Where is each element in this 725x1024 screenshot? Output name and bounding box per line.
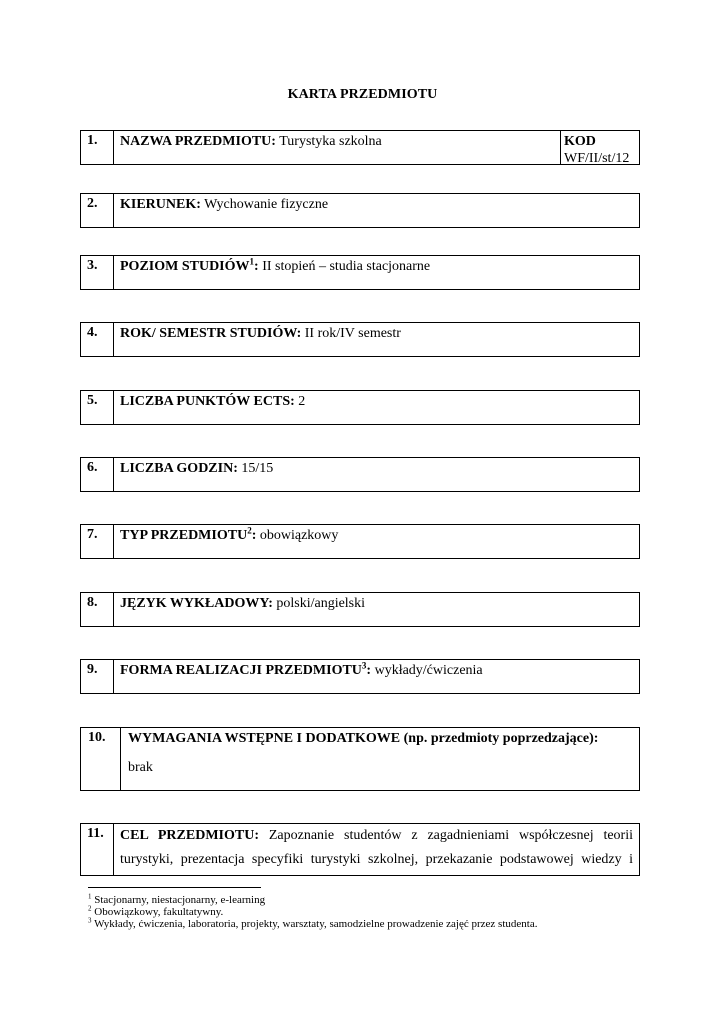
field-label: JĘZYK WYKŁADOWY: — [120, 596, 273, 611]
row-number: 7. — [81, 525, 114, 558]
row-content — [114, 323, 639, 356]
field-label: WYMAGANIA WSTĘPNE I DODATKOWE (np. przedmioty poprzedzające): — [128, 731, 599, 746]
row-content — [121, 728, 639, 790]
row-content — [114, 824, 639, 875]
footnotes — [88, 894, 537, 930]
footnote-item — [88, 918, 537, 930]
row-course-type — [80, 524, 640, 559]
field-label-colon: : — [366, 663, 372, 678]
row-language — [80, 592, 640, 627]
field-value: obowiązkowy — [259, 528, 339, 543]
field-value: II stopień – studia stacjonarne — [262, 259, 431, 274]
document-title: KARTA PRZEDMIOTU — [287, 87, 438, 102]
field-label: LICZBA PUNKTÓW ECTS: — [120, 394, 295, 409]
row-prerequisites — [80, 727, 640, 791]
row-field-of-study — [80, 193, 640, 228]
row-number: 8. — [81, 593, 114, 626]
row-content — [114, 391, 639, 424]
footnote-number: 2 — [88, 904, 92, 913]
course-code-value: WF/II/st/12 — [564, 151, 630, 166]
field-value: brak — [128, 760, 153, 775]
course-code-cell — [560, 131, 639, 164]
row-content — [114, 660, 639, 693]
footnote-number: 3 — [88, 916, 92, 925]
row-number: 5. — [81, 391, 114, 424]
footnote-item — [88, 894, 537, 906]
field-label: CEL PRZEDMIOTU: — [120, 828, 259, 843]
row-number: 4. — [81, 323, 114, 356]
footnote-ref: 1 — [249, 256, 255, 267]
field-value-line-1: Zapoznanie studentów z zagadnieniami współczesnej teorii — [268, 828, 633, 843]
row-delivery-form — [80, 659, 640, 694]
footnote-text: Wykłady, ćwiczenia, laboratoria, projekty, warsztaty, samodzielne prowadzenie zajęć przez studenta. — [94, 918, 538, 930]
field-value: Wychowanie fizyczne — [204, 197, 329, 212]
field-label-colon: : — [251, 528, 257, 543]
field-value: II rok/IV semestr — [304, 326, 401, 341]
field-label-colon: : — [254, 259, 259, 274]
row-number: 6. — [81, 458, 114, 491]
row-number: 9. — [81, 660, 114, 693]
field-label: LICZBA GODZIN: — [120, 461, 238, 476]
row-content — [114, 194, 639, 227]
field-label: TYP PRZEDMIOTU — [120, 528, 248, 543]
footnote-ref: 2 — [247, 525, 252, 536]
field-label: NAZWA PRZEDMIOTU: — [120, 134, 276, 149]
row-course-objective — [80, 823, 640, 876]
row-course-name — [80, 130, 640, 165]
field-value: 2 — [298, 394, 306, 409]
footnote-number: 1 — [88, 892, 92, 901]
field-value: polski/angielski — [276, 596, 366, 611]
row-number: 3. — [81, 256, 114, 289]
field-label: ROK/ SEMESTR STUDIÓW: — [120, 326, 302, 341]
row-number: 1. — [81, 131, 114, 164]
field-label: POZIOM STUDIÓW — [120, 259, 250, 274]
row-content — [114, 131, 560, 164]
field-label: FORMA REALIZACJI PRZEDMIOTU — [120, 663, 362, 678]
row-content — [114, 458, 639, 491]
row-hours — [80, 457, 640, 492]
footnote-text: Obowiązkowy, fakultatywny. — [94, 906, 224, 918]
row-number: 2. — [81, 194, 114, 227]
field-value: Turystyka szkolna — [279, 134, 382, 149]
course-code-label: KOD — [564, 134, 596, 149]
field-value: wykłady/ćwiczenia — [374, 663, 483, 678]
row-study-level — [80, 255, 640, 290]
footnote-separator — [88, 887, 261, 888]
row-content — [114, 525, 639, 558]
footnote-text: Stacjonarny, niestacjonarny, e-learning — [94, 894, 266, 906]
row-number: 10. — [81, 728, 121, 790]
footnote-ref: 3 — [361, 660, 367, 671]
row-content — [114, 593, 639, 626]
field-label: KIERUNEK: — [120, 197, 201, 212]
row-year-semester — [80, 322, 640, 357]
row-ects-points — [80, 390, 640, 425]
field-value-line-2: turystyki, prezentacja specyfiki turystyki szkolnej, przekazanie podstawowej wiedzy i — [120, 852, 633, 867]
field-value: 15/15 — [241, 461, 274, 476]
row-number: 11. — [81, 824, 114, 875]
row-content — [114, 256, 639, 289]
footnote-item — [88, 906, 537, 918]
